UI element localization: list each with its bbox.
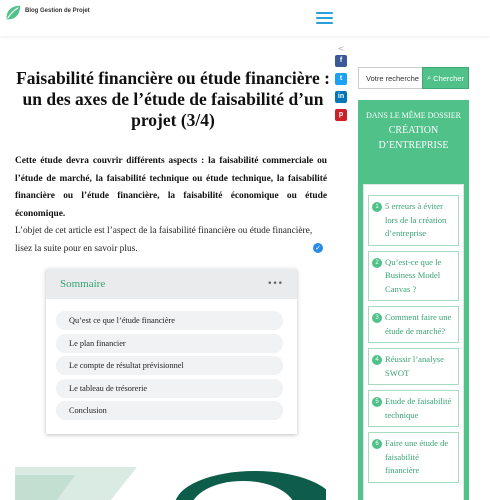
hamburger-icon [316,12,333,14]
article-intro: Cette étude devra couvrir différents aspects : la faisabilité commerciale ou l’étude de marché, la faisabilité technique ou étude technique, la faisabilité financière ou l’étude financière, la faisabilité économique ou étude économique. [15,156,327,219]
widget-title[interactable]: CRÉATION D’ENTREPRISE [378,125,449,151]
article-title: Faisabilité financière ou étude financière : un des axes de l’étude de faisabilité d’un projet (3/4) [16,68,330,130]
related-article-label: Faire une étude de faisabilité financière [385,438,449,475]
twitter-share-button[interactable]: t [335,73,347,85]
item-number: 6 [372,439,382,449]
toc-toggle-icon[interactable]: ••• [267,279,283,289]
article-paragraph: L’objet de cet article est l’aspect de la faisabilité financière ou étude financière, lisez la suite pour en savoir plus. [15,226,313,254]
item-number: 2 [372,258,382,268]
related-article-label: 5 erreurs à éviter lors de la création d’entreprise [385,201,447,238]
toc-list [46,299,297,420]
linkedin-share-button[interactable]: in [335,91,347,103]
related-article-label: Comment faire une étude de marché? [385,312,452,336]
widget-subtitle: DANS LE MÊME DOSSIER [366,111,461,120]
toc-item[interactable]: Conclusion [56,401,283,420]
related-article-item[interactable] [368,390,459,427]
toc-item[interactable]: Le tableau de trésorerie [56,379,283,398]
hero-graphic [15,465,326,500]
item-number: 5 [372,397,382,407]
toc-header[interactable] [46,269,297,299]
search-icon: ⌕ [426,73,432,82]
item-number: 1 [372,202,382,212]
facebook-share-button[interactable]: f [335,55,347,67]
toc-title: Sommaire [60,278,106,290]
site-logo[interactable] [4,4,90,22]
pinterest-share-button[interactable]: p [335,109,347,121]
related-article-label: Réussir l’analyse SWOT [385,354,444,378]
related-article-label: Etude de faisabilité technique [385,396,452,420]
related-articles-widget [358,100,469,500]
checkmark-icon: ✓ [313,243,323,253]
related-article-item[interactable] [368,306,459,343]
search-button[interactable] [422,67,469,89]
item-number: 3 [372,313,382,323]
share-bar [335,44,347,127]
search-button-label: Chercher [433,73,465,83]
table-of-contents [46,269,297,434]
toc-item[interactable]: Le plan financier [56,334,283,353]
article-hero-image [15,465,326,500]
related-article-item[interactable] [368,348,459,385]
related-article-label: Qu’est-ce que le Business Model Canvas ? [385,256,442,294]
search-input[interactable] [358,67,422,89]
leaf-logo-icon [4,4,22,22]
site-header [0,0,490,36]
related-article-item[interactable] [368,195,459,246]
related-article-item[interactable] [368,432,459,483]
logo-text: Blog Gestion de Projet [25,8,90,14]
item-number: 4 [372,355,382,365]
menu-button[interactable] [316,12,333,24]
share-icon: < [337,44,345,53]
related-article-item[interactable] [368,251,459,302]
search-form [358,67,469,89]
toc-item[interactable]: Qu’est ce que l’étude financière [56,311,283,330]
related-articles-list [363,184,464,500]
toc-item[interactable]: Le compte de résultat prévisionnel [56,356,283,375]
